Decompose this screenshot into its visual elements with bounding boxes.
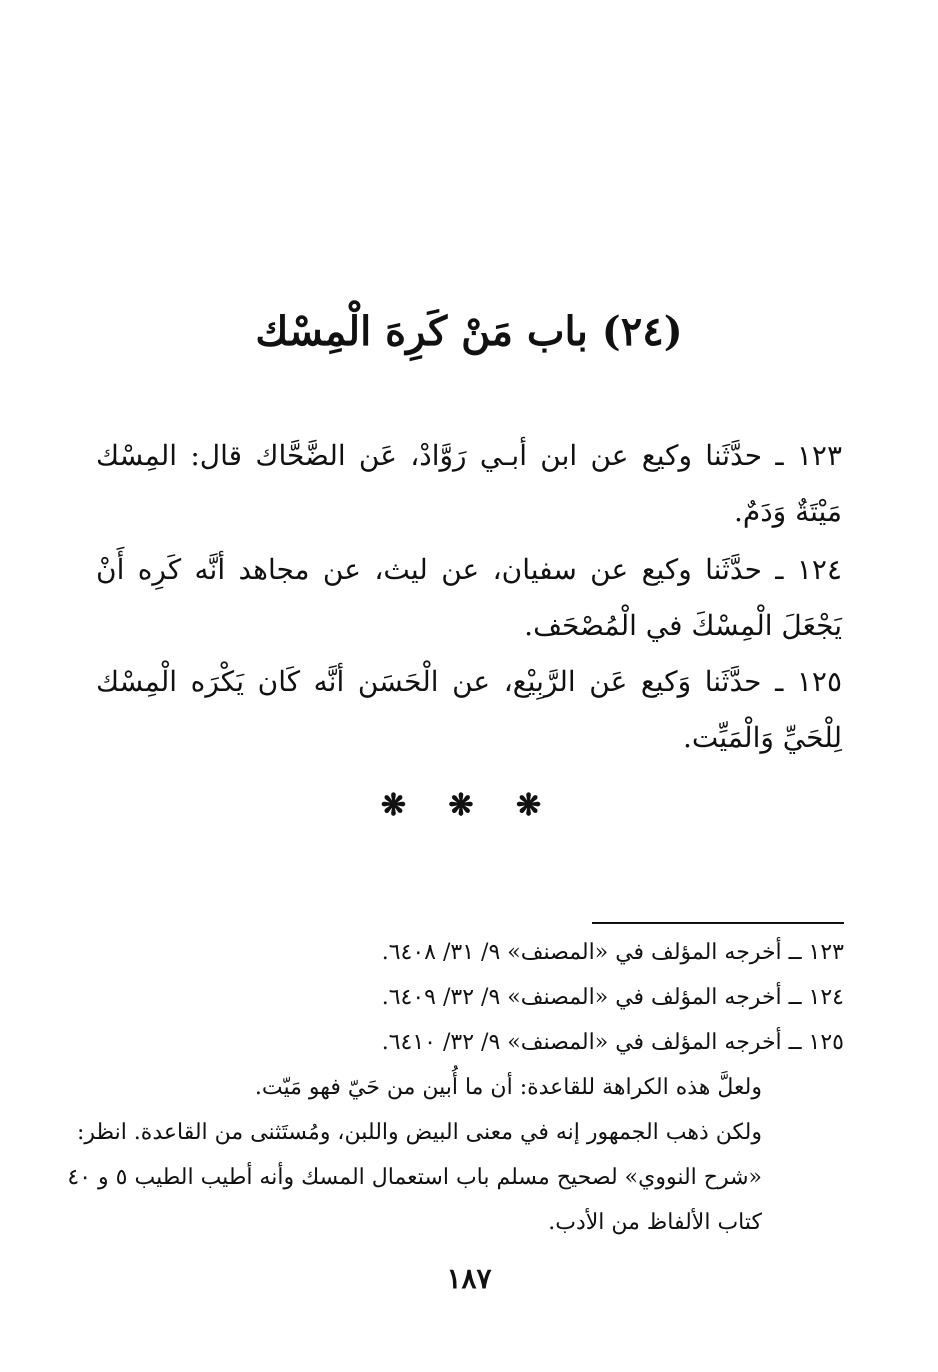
hadith-number: ١٢٤ (796, 553, 842, 586)
footnote-125-note-line: ولعلَّ هذه الكراهة للقاعدة: أن ما أُبين من حَيّ فهو مَيّت. (254, 1075, 762, 1100)
hadith-123 (96, 428, 842, 540)
footnote-124: ١٢٤ ــ أخرجه المؤلف في «المصنف» ٩/ ٣٢/ ٦٤٠٩. (381, 985, 844, 1010)
hadith-text: ـ حدَّثَنا وَكيع عَن الرَّبِيْع، عن الْحَسَن أنَّه كَان يَكْرَه الْمِسْك لِلْحَيِّ وَالْمَيِّت. (96, 665, 842, 754)
footnotes (67, 930, 844, 1245)
footnote-125-note-line: «شرح النووي» لصحيح مسلم باب استعمال المسك وأنه أطيب الطيب ٥ و ٤٠ (67, 1165, 762, 1190)
section-divider-stars: ❋ ❋ ❋ (380, 788, 558, 823)
footnote-125-note-line: ولكن ذهب الجمهور إنه في معنى البيض واللبن، ومُستَثنى من القاعدة. انظر: (76, 1120, 762, 1145)
footnote-125-note-line: كتاب الألفاظ من الأدب. (548, 1210, 762, 1235)
hadith-125 (96, 654, 842, 766)
footnote-separator (592, 922, 844, 924)
hadith-text: ـ حدَّثَنا وكيع عن سفيان، عن ليث، عن مجاهد أنَّه كَرِه أَنْ يَجْعَلَ الْمِسْكَ في الْمُصْحَف. (96, 553, 842, 642)
page-number: ١٨٧ (446, 1262, 492, 1295)
footnote-125: ١٢٥ ــ أخرجه المؤلف في «المصنف» ٩/ ٣٢/ ٦٤١٠. (381, 1030, 844, 1055)
hadith-text: ـ حدَّثَنا وكيع عن ابن أبـي رَوَّادْ، عَن الضَّحَّاك قال: المِسْك مَيْتَةٌ وَدَمٌ. (96, 439, 842, 528)
footnote-123: ١٢٣ ــ أخرجه المؤلف في «المصنف» ٩/ ٣١/ ٦٤٠٨. (381, 940, 844, 965)
hadith-number: ١٢٥ (796, 665, 843, 698)
chapter-title: (٢٤) باب مَنْ كَرِهَ الْمِسْك (255, 308, 683, 355)
hadith-124 (96, 542, 842, 654)
hadith-number: ١٢٣ (796, 439, 842, 472)
